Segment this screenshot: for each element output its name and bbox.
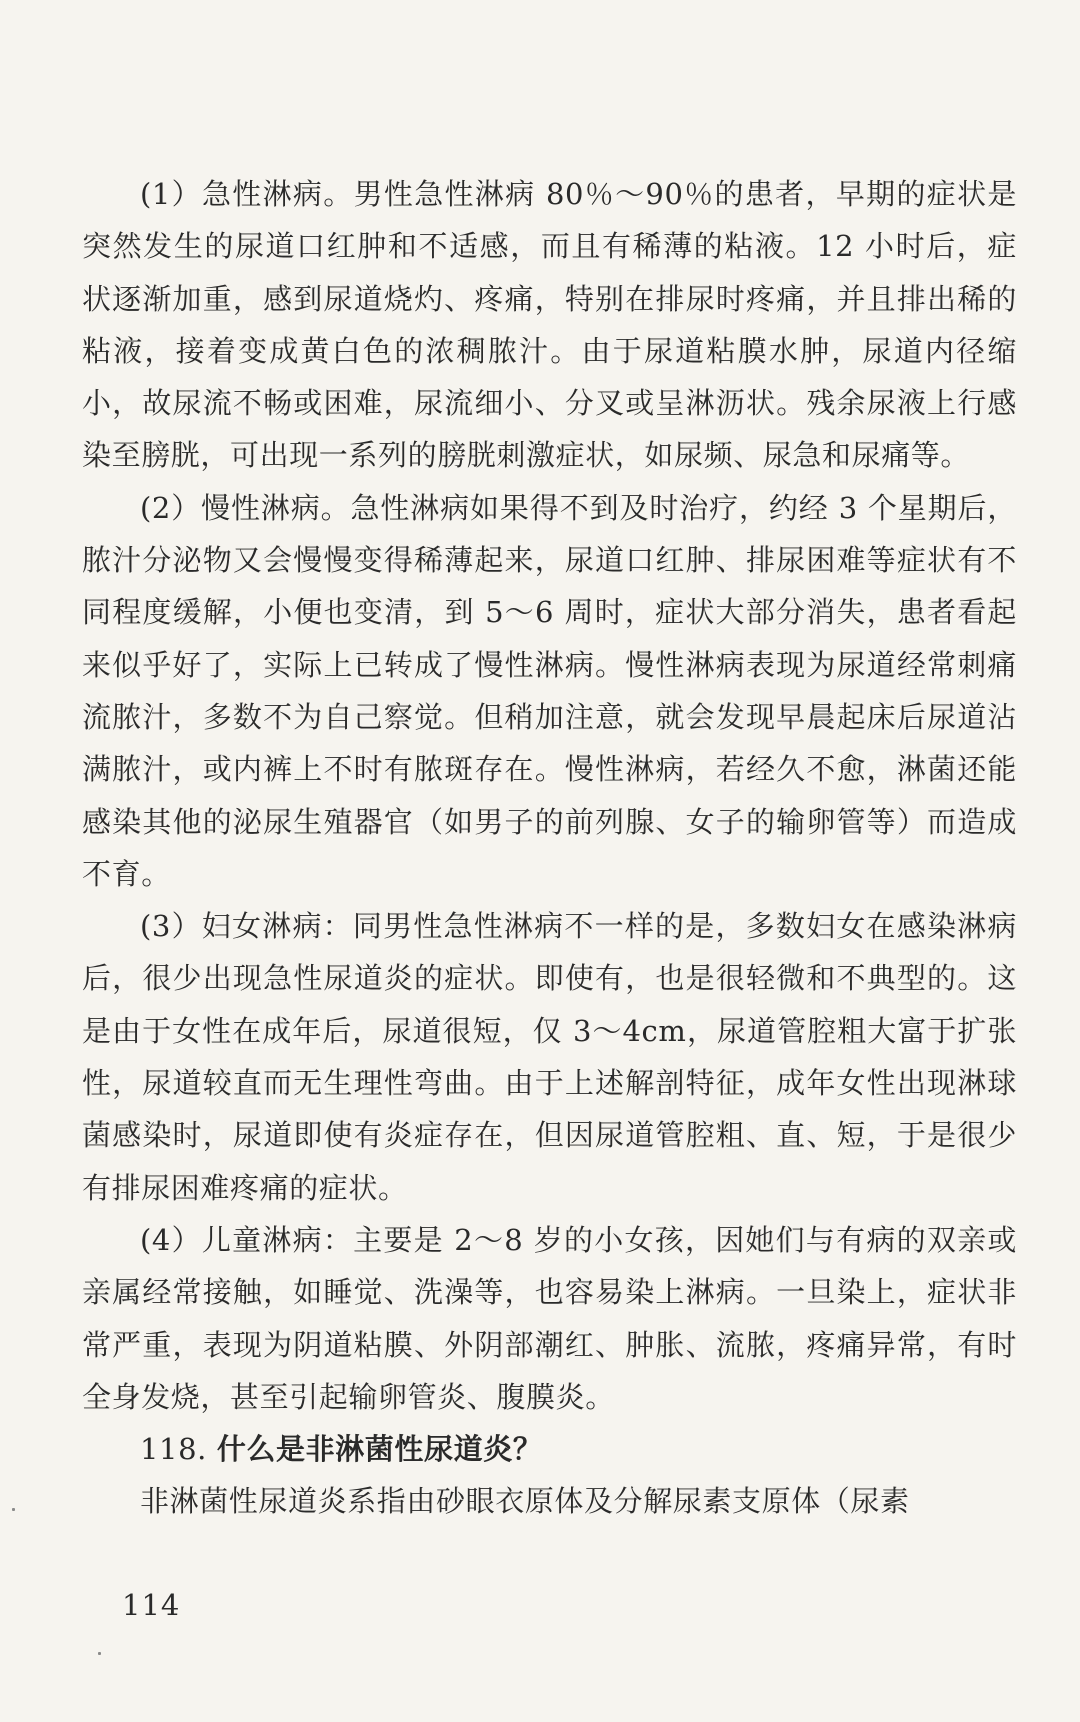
question-number: 118. — [140, 1432, 207, 1467]
scan-speck — [98, 1652, 101, 1655]
paragraph-chronic-gonorrhea: (2）慢性淋病。急性淋病如果得不到及时治疗，约经 3 个星期后，脓汁分泌物又会慢慢变得稀薄起来，尿道口红肿、排尿困难等症状有不同程度缓解，小便也变清，到 5～6 周时，症状大部分消失，患者看起来似乎好了，实际上已转成了慢性淋病。慢性淋病表现为尿道经常刺痛流脓汁，多数不为自己察觉。但稍加注意，就会发现早晨起床后尿道沾满脓汁，或内裤上不时有脓斑存在。慢性淋病，若经久不愈，淋菌还能感染其他的泌尿生殖器官（如男子的前列腺、女子的输卵管等）而造成不育。 — [82, 490, 1017, 891]
paragraph-female-gonorrhea: (3）妇女淋病：同男性急性淋病不一样的是，多数妇女在感染淋病后，很少出现急性尿道炎的症状。即使有，也是很轻微和不典型的。这是由于女性在成年后，尿道很短，仅 3～4cm，尿道管腔粗大富于扩张性，尿道较直而无生理性弯曲。由于上述解剖特征，成年女性出现淋球菌感染时，尿道即使有炎症存在，但因尿道管腔粗、直、短，于是很少有排尿困难疼痛的症状。 — [82, 909, 1017, 1205]
paragraph-acute-gonorrhea: (1）急性淋病。男性急性淋病 80％～90％的患者，早期的症状是突然发生的尿道口红肿和不适感，而且有稀薄的粘液。12 小时后，症状逐渐加重，感到尿道烧灼、疼痛，特别在排尿时疼痛，并且排出稀的粘液，接着变成黄白色的浓稠脓汁。由于尿道粘膜水肿，尿道内径缩小，故尿流不畅或困难，尿流细小、分叉或呈淋沥状。残余尿液上行感染至膀胱，可出现一系列的膀胱刺激症状，如尿频、尿急和尿痛等。 — [82, 177, 1017, 473]
paragraph-ngu-definition: 非淋菌性尿道炎系指由砂眼衣原体及分解尿素支原体（尿素 — [140, 1484, 910, 1519]
question-text: 什么是非淋菌性尿道炎？ — [216, 1432, 543, 1467]
scan-speck — [12, 1508, 15, 1511]
body-text — [82, 168, 1017, 1528]
paragraph-child-gonorrhea: (4）儿童淋病：主要是 2～8 岁的小女孩，因她们与有病的双亲或亲属经常接触，如睡觉、洗澡等，也容易染上淋病。一旦染上，症状非常严重，表现为阴道粘膜、外阴部潮红、肿胀、流脓，疼痛异常，有时全身发烧，甚至引起输卵管炎、腹膜炎。 — [82, 1222, 1017, 1414]
question-heading — [82, 1423, 1017, 1475]
page-number: 114 — [122, 1588, 181, 1622]
